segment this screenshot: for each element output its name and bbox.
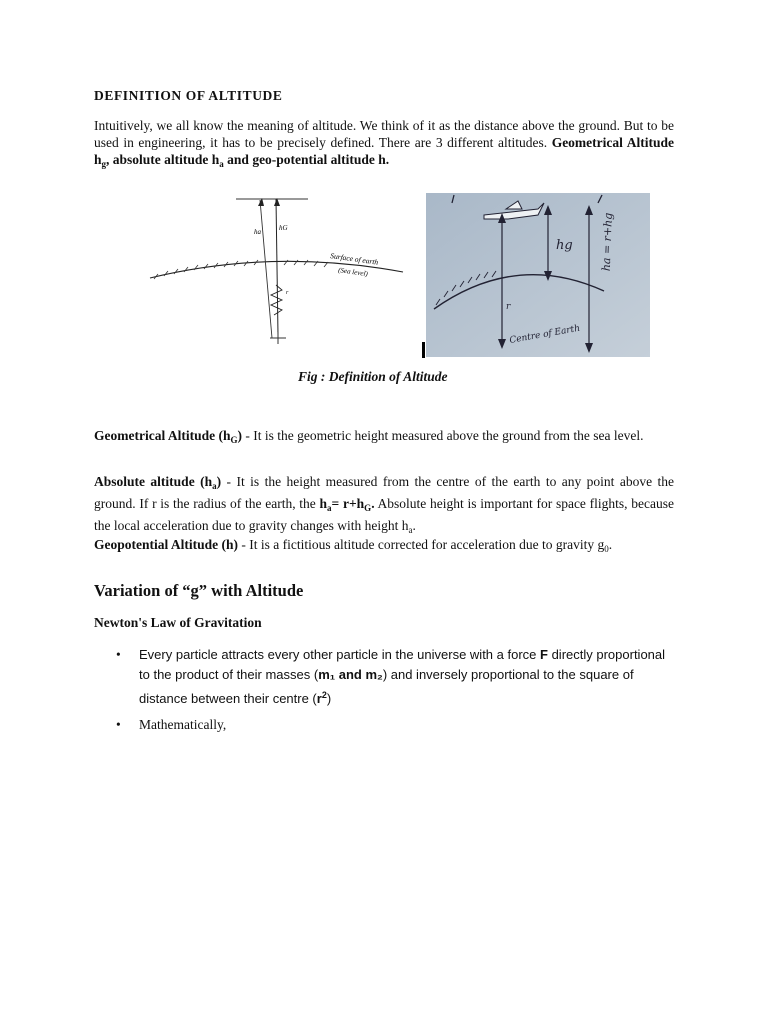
intro-bold-1: Geometrical Altitude $h_g$, absolute altitude $h_a$ and geo-potential altitude h. xyxy=(94,135,674,169)
text-cursor xyxy=(422,342,425,358)
label-centre-of-earth: Centre of Earth xyxy=(508,323,581,346)
section-subtitle: Newton's Law of Gravitation xyxy=(94,615,262,630)
label-hg: hg xyxy=(556,238,573,253)
label-r: r xyxy=(506,302,511,312)
definition-geopotential: Geopotential Altitude (h) - It is a fictitious altitude corrected for acceleration due to gravity $g_0$. xyxy=(94,537,613,554)
term-geometrical: Geometrical Altitude $(h_G)$ xyxy=(94,428,242,445)
bullet-2-symbol: • xyxy=(116,717,121,732)
term-geopotential: Geopotential Altitude (h) xyxy=(94,537,238,552)
definition-absolute: Absolute altitude $(h_a)$ - It is the height measured from the centre of the earth to any point above the ground. If r is the radius of the earth, the $h_a= r+h_G$. Absolute height is important for space flights, because the local acceleration due to gravity changes with height $h_a$. xyxy=(94,474,674,535)
bullet-1-text: Every particle attracts every other particle in the universe with a force F directly proportional to the product of their masses (m₁ and m₂) and inversely proportional to the square of distance between their centre $(r^2)$ xyxy=(139,647,666,706)
formula-absolute: $h_a= r+h_G$. xyxy=(319,496,375,513)
altitude-sketch-diagram xyxy=(148,190,408,350)
intro-paragraph xyxy=(94,117,674,173)
radius-zigzag xyxy=(271,285,282,315)
label-ha-formula: ha = r+hg xyxy=(599,212,615,272)
bullet-2-text: Mathematically, xyxy=(139,717,227,732)
term-absolute: Absolute altitude $(h_a)$ xyxy=(94,474,222,491)
ha-line xyxy=(260,200,272,338)
label-hg: hG xyxy=(279,224,288,232)
section-title: Variation of “g” with Altitude xyxy=(94,581,304,600)
label-sea-level: (Sea level) xyxy=(337,266,369,279)
label-ha: ha xyxy=(254,228,261,236)
label-surface: Surface of earth xyxy=(329,251,379,267)
figure-caption: Fig : Definition of Altitude xyxy=(298,369,448,384)
definition-geometrical: Geometrical Altitude $(h_G)$ - It is the geometric height measured above the ground from the sea level. xyxy=(94,428,644,445)
bullet-1-symbol: • xyxy=(116,647,121,662)
altitude-photo-diagram xyxy=(426,193,650,357)
label-r: r xyxy=(286,290,289,296)
page-heading: DEFINITION OF ALTITUDE xyxy=(94,88,283,103)
intro-text: Intuitively, we all know the meaning of altitude. We think of it as the distance above the ground. But to be used in engineering, it has to be precisely defined. There are 3 different altitudes. xyxy=(94,118,674,150)
vertical-axis xyxy=(276,199,278,335)
